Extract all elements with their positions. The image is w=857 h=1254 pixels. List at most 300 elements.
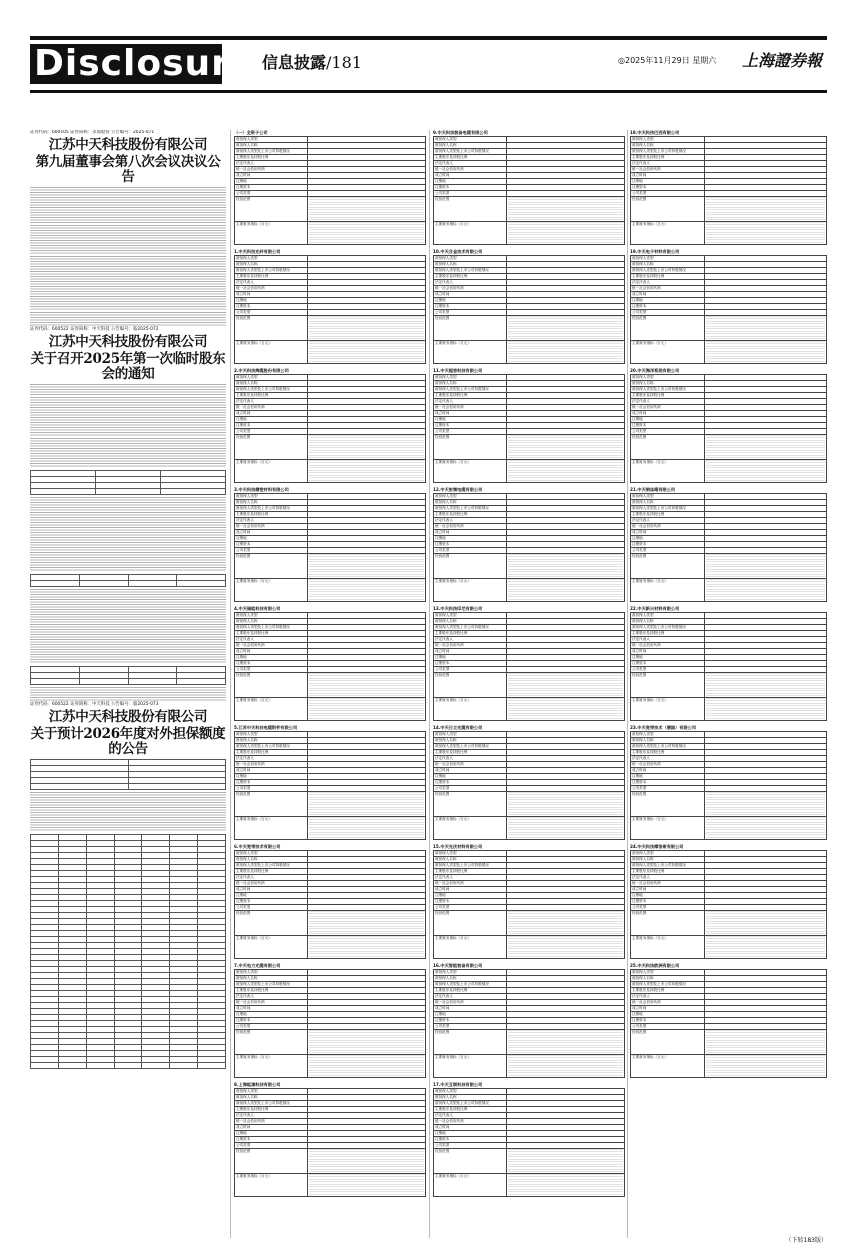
page-number: /181 [326,53,362,72]
field-label: 被担保人类型及上市公司持股情况 [434,625,507,631]
field-label: 注册地 [434,179,507,185]
subsidiary-block [433,368,625,483]
field-label: 成立时间 [434,292,507,298]
field-value [307,817,425,840]
field-label: 公司类型 [434,1143,507,1149]
field-label: 成立时间 [434,530,507,536]
subsidiary-block [433,130,625,245]
subsidiary-block [433,606,625,721]
field-label: 统一社会信用代码 [434,762,507,768]
field-label: 被担保人类型 [631,851,705,857]
field-value [506,936,624,959]
field-label: 被担保人类型及上市公司持股情况 [631,387,705,393]
field-label: 被担保人类型及上市公司持股情况 [631,268,705,274]
field-value [705,341,827,364]
field-label: 主要财务指标（万元） [235,936,308,959]
field-label: 被担保人类型及上市公司持股情况 [235,982,308,988]
field-label: 主要财务指标（万元） [235,1174,308,1197]
field-label: 注册资本 [434,899,507,905]
field-label: 主要财务指标（万元） [434,460,507,483]
field-label: 经营范围 [235,1149,308,1174]
field-label: 经营范围 [235,673,308,698]
field-value [705,698,827,721]
field-label: 注册地 [235,1131,308,1137]
field-value [506,460,624,483]
field-label: 被担保人类型及上市公司持股情况 [434,1101,507,1107]
field-value [307,435,425,460]
field-label: 被担保人类型及上市公司持股情况 [235,863,308,869]
subsidiary-name: 1.中天科技光纤有限公司 [234,249,281,254]
subsidiary-info-table [630,612,827,721]
subsidiary-info-table [433,255,625,364]
field-label: 被担保人名称 [631,619,705,625]
field-label: 主要财务指标（万元） [235,579,308,602]
notice-company: 江苏中天科技股份有限公司 [48,334,208,350]
subsidiary-block [433,1082,625,1197]
subsidiary-block [630,725,827,840]
field-label: 主要股东及持股比例 [235,512,308,518]
field-label: 被担保人名称 [631,143,705,149]
subsidiary-name: 6.中天宽带技术有限公司 [234,844,281,849]
field-label: 成立时间 [434,768,507,774]
field-label: 注册地 [434,298,507,304]
field-label: 统一社会信用代码 [434,881,507,887]
subsidiary-name: 25.中天科技欧洲有限公司 [630,963,680,968]
field-label: 成立时间 [434,1006,507,1012]
field-label: 统一社会信用代码 [434,286,507,292]
field-label: 主要股东及持股比例 [434,750,507,756]
subsidiary-block [433,249,625,364]
subsidiary-name: 8.上海能源科技有限公司 [234,1082,281,1087]
field-label: 主要股东及持股比例 [235,274,308,280]
field-label: 统一社会信用代码 [235,1119,308,1125]
field-label: 主要股东及持股比例 [434,155,507,161]
field-label: 被担保人名称 [235,262,308,268]
subsidiary-info-table [234,374,426,483]
field-label: 主要财务指标（万元） [235,341,308,364]
field-label: 成立时间 [235,411,308,417]
subsidiary-name: 23.中天宽带技术（德国）有限公司 [630,725,697,730]
field-label: 法定代表人 [434,518,507,524]
field-value [506,817,624,840]
field-label: 被担保人类型 [235,1089,308,1095]
field-label: 公司类型 [235,310,308,316]
field-label: 被担保人名称 [235,1095,308,1101]
field-label: 统一社会信用代码 [235,405,308,411]
field-label: 统一社会信用代码 [235,524,308,530]
field-value [307,1055,425,1078]
field-value [705,316,827,341]
field-label: 法定代表人 [434,161,507,167]
field-label: 被担保人类型及上市公司持股情况 [434,268,507,274]
field-label: 主要股东及持股比例 [631,869,705,875]
notice-title: 关于预计2026年度对外担保额度的公告 [30,726,226,757]
column-divider [230,130,231,1238]
subsidiary-info-table [630,374,827,483]
field-value [705,435,827,460]
subsidiary-block [234,844,426,959]
field-label: 公司类型 [434,310,507,316]
field-label: 被担保人类型 [434,613,507,619]
subsidiary-info-table [234,612,426,721]
field-label: 主要股东及持股比例 [631,393,705,399]
subsidiary-name: 16.中天智能装备有限公司 [433,963,483,968]
subsidiary-name: 17.中天互联科技有限公司 [433,1082,483,1087]
field-label: 主要股东及持股比例 [631,750,705,756]
subsidiary-block [630,963,827,1078]
field-label: 经营范围 [631,554,705,579]
agenda-table [30,470,226,495]
field-label: 成立时间 [235,768,308,774]
field-label: 成立时间 [631,173,705,179]
field-label: 经营范围 [631,911,705,936]
field-label: 统一社会信用代码 [434,524,507,530]
field-label: 被担保人名称 [631,738,705,744]
field-label: 被担保人类型 [235,494,308,500]
field-label: 经营范围 [235,911,308,936]
field-label: 注册地 [235,655,308,661]
field-label: 公司类型 [631,905,705,911]
field-value [307,1149,425,1174]
field-label: 被担保人名称 [434,262,507,268]
field-label: 公司类型 [235,548,308,554]
field-label: 主要财务指标（万元） [235,222,308,245]
field-label: 统一社会信用代码 [434,643,507,649]
field-label: 成立时间 [434,173,507,179]
subsidiary-info-table [234,1088,426,1197]
field-label: 公司类型 [235,1024,308,1030]
subsidiary-block [234,606,426,721]
field-label: 主要股东及持股比例 [235,988,308,994]
field-value [307,316,425,341]
field-label: 主要财务指标（万元） [631,222,705,245]
field-label: 被担保人类型 [631,256,705,262]
field-label: 被担保人名称 [235,143,308,149]
field-value [307,673,425,698]
field-label: 被担保人名称 [434,143,507,149]
subsidiary-info-table [234,493,426,602]
field-value [307,341,425,364]
field-label: 法定代表人 [631,280,705,286]
field-label: 主要财务指标（万元） [434,936,507,959]
field-label: 统一社会信用代码 [631,286,705,292]
field-value [506,435,624,460]
section-title [262,50,362,73]
field-label: 被担保人类型 [434,970,507,976]
field-label: 注册地 [434,536,507,542]
field-label: 经营范围 [631,435,705,460]
field-label: 被担保人类型及上市公司持股情况 [235,268,308,274]
field-label: 被担保人类型及上市公司持股情况 [434,506,507,512]
field-label: 注册资本 [235,423,308,429]
field-label: 注册资本 [631,780,705,786]
field-label: 被担保人名称 [631,381,705,387]
field-label: 主要股东及持股比例 [235,631,308,637]
subsidiary-info-table [433,493,625,602]
notice-column [30,130,226,1238]
subsidiary-name: 7.中天电力光缆有限公司 [234,963,281,968]
field-value [506,1030,624,1055]
field-label: 法定代表人 [434,1113,507,1119]
field-label: 统一社会信用代码 [631,167,705,173]
field-label: 主要股东及持股比例 [235,1107,308,1113]
field-value [307,1030,425,1055]
field-label: 被担保人类型 [631,613,705,619]
field-label: 被担保人类型及上市公司持股情况 [631,625,705,631]
field-label: 成立时间 [434,649,507,655]
field-label: 主要财务指标（万元） [631,698,705,721]
field-label: 主要财务指标（万元） [434,817,507,840]
field-label: 公司类型 [235,786,308,792]
subsidiary-info-table [433,731,625,840]
field-label: 被担保人类型 [434,137,507,143]
field-label: 法定代表人 [631,875,705,881]
proxy-table [30,666,226,685]
field-label: 公司类型 [434,905,507,911]
field-label: 被担保人名称 [631,976,705,982]
field-label: 公司类型 [434,429,507,435]
notice-company: 江苏中天科技股份有限公司 [48,137,208,153]
field-label: 法定代表人 [631,637,705,643]
field-label: 主要财务指标（万元） [235,817,308,840]
field-label: 被担保人名称 [235,857,308,863]
field-label: 公司类型 [631,429,705,435]
field-label: 注册资本 [434,1137,507,1143]
subsidiary-block [433,487,625,602]
field-label: 成立时间 [235,173,308,179]
field-label: 被担保人名称 [434,738,507,744]
field-label: 注册地 [235,179,308,185]
notice-title: 第九届董事会第八次会议决议公告 [35,154,221,185]
field-label: 公司类型 [235,905,308,911]
field-label: 经营范围 [631,673,705,698]
field-label: 统一社会信用代码 [631,881,705,887]
field-label: 被担保人类型 [434,1089,507,1095]
field-label: 成立时间 [235,649,308,655]
subsidiary-block [630,606,827,721]
registration-table [30,574,226,587]
field-label: 主要财务指标（万元） [434,579,507,602]
subsidiary-name: 4.中天储能科技有限公司 [234,606,281,611]
field-label: 被担保人类型及上市公司持股情况 [631,149,705,155]
field-value [506,1149,624,1174]
subsidiary-info-table [234,136,426,245]
notice-code: 证券代码：600105 证券简称：永鼎股份 公告编号：2025-071 [30,130,155,135]
subsidiary-info-table [433,1088,625,1197]
subsidiary-info-table [433,374,625,483]
field-value [506,554,624,579]
field-label: 被担保人类型及上市公司持股情况 [434,863,507,869]
subsidiary-name: 20.中天海洋系统有限公司 [630,368,680,373]
subsidiary-info-table [234,850,426,959]
field-label: 注册地 [631,893,705,899]
field-label: 被担保人名称 [631,500,705,506]
subsidiary-block [630,487,827,602]
field-label: 成立时间 [235,1125,308,1131]
field-label: 统一社会信用代码 [631,762,705,768]
field-label: 主要股东及持股比例 [434,393,507,399]
field-value [506,911,624,936]
field-label: 被担保人类型 [235,137,308,143]
field-label: 主要财务指标（万元） [434,698,507,721]
field-value [506,1055,624,1078]
field-value [705,936,827,959]
field-label: 公司类型 [631,310,705,316]
subsidiary-block [234,249,426,364]
field-label: 注册资本 [631,661,705,667]
subsidiary-block [234,1082,426,1197]
field-label: 法定代表人 [631,994,705,1000]
field-label: 被担保人类型及上市公司持股情况 [235,149,308,155]
field-label: 经营范围 [434,316,507,341]
field-label: 主要股东及持股比例 [631,631,705,637]
field-label: 成立时间 [434,1125,507,1131]
subsidiary-name: 24.中天科技摩洛哥有限公司 [630,844,684,849]
field-label: 主要财务指标（万元） [235,1055,308,1078]
field-label: 注册资本 [235,661,308,667]
field-value [307,197,425,222]
field-label: 经营范围 [434,1149,507,1174]
field-label: 注册资本 [434,542,507,548]
field-label: 主要股东及持股比例 [235,750,308,756]
field-label: 被担保人类型 [434,851,507,857]
subsidiary-info-table [433,136,625,245]
field-value [307,936,425,959]
subsidiary-info-table [234,255,426,364]
subsidiary-info-table [433,850,625,959]
field-label: 被担保人类型及上市公司持股情况 [235,506,308,512]
masthead [30,36,827,93]
field-label: 被担保人类型 [434,375,507,381]
field-label: 被担保人类型及上市公司持股情况 [235,1101,308,1107]
guarantee-summary-table [30,759,226,790]
field-value [506,673,624,698]
field-label: 统一社会信用代码 [631,1000,705,1006]
field-label: 主要财务指标（万元） [631,1055,705,1078]
field-label: 被担保人类型及上市公司持股情况 [434,149,507,155]
field-value [705,1030,827,1055]
field-label: 统一社会信用代码 [434,1000,507,1006]
field-label: 被担保人类型 [235,256,308,262]
field-value [307,222,425,245]
field-label: 主要股东及持股比例 [434,274,507,280]
issue-date: ◎2025年11月29日 星期六 [618,56,717,65]
field-label: 公司类型 [434,548,507,554]
field-label: 注册资本 [434,1018,507,1024]
field-label: 法定代表人 [235,280,308,286]
field-label: 主要财务指标（万元） [434,341,507,364]
field-label: 主要股东及持股比例 [631,512,705,518]
subsidiary-name: 5.江苏中天科技电缆附件有限公司 [234,725,298,730]
field-label: 成立时间 [235,887,308,893]
field-label: 主要股东及持股比例 [434,869,507,875]
field-label: 注册地 [631,536,705,542]
field-label: 被担保人类型及上市公司持股情况 [631,982,705,988]
field-label: 统一社会信用代码 [434,1119,507,1125]
field-label: 被担保人类型 [434,256,507,262]
subsidiary-name: 2.中天科技海缆股份有限公司 [234,368,289,373]
field-label: 被担保人名称 [235,381,308,387]
field-label: 公司类型 [235,429,308,435]
subsidiary-block [630,368,827,483]
subsidiary-column [234,130,426,1238]
field-label: 统一社会信用代码 [434,405,507,411]
field-label: 经营范围 [235,554,308,579]
subsidiary-block [234,487,426,602]
field-label: 公司类型 [434,786,507,792]
field-label: 被担保人类型及上市公司持股情况 [631,863,705,869]
newspaper-logo: 上海證券報 [742,51,823,70]
subsidiary-block [630,844,827,959]
field-value [506,222,624,245]
field-label: 法定代表人 [235,161,308,167]
field-label: 被担保人类型及上市公司持股情况 [235,387,308,393]
field-label: 统一社会信用代码 [235,881,308,887]
field-label: 注册资本 [235,1137,308,1143]
subsidiary-block [234,130,426,245]
field-label: 注册资本 [434,304,507,310]
field-label: 主要财务指标（万元） [631,936,705,959]
subsidiary-block [433,844,625,959]
field-label: 被担保人类型 [235,970,308,976]
field-label: 主要财务指标（万元） [631,579,705,602]
field-label: 成立时间 [434,887,507,893]
field-label: 注册资本 [631,542,705,548]
field-label: 法定代表人 [235,875,308,881]
field-label: 经营范围 [631,197,705,222]
field-value [307,792,425,817]
continued-note: （下转183版） [785,1237,827,1244]
field-label: 注册地 [434,1131,507,1137]
field-value [506,698,624,721]
subsidiary-name: 19.中天电子材料有限公司 [630,249,680,254]
field-label: 注册地 [434,417,507,423]
field-label: 经营范围 [235,792,308,817]
field-label: 经营范围 [434,792,507,817]
subsidiary-name: 12.中天射频电缆有限公司 [433,487,483,492]
field-label: 法定代表人 [434,994,507,1000]
subsidiary-column [433,130,625,1238]
subsidiary-block [433,963,625,1078]
field-label: 成立时间 [235,530,308,536]
subsidiary-name: 14.中天日立光缆有限公司 [433,725,483,730]
subsidiary-name: 15.中天光伏材料有限公司 [433,844,483,849]
field-label: 成立时间 [631,530,705,536]
field-value [705,817,827,840]
subsidiary-name: 11.中天超容科技有限公司 [433,368,483,373]
subsidiary-info-table [630,850,827,959]
field-label: 注册地 [631,298,705,304]
field-label: 被担保人名称 [235,738,308,744]
field-label: 主要财务指标（万元） [631,817,705,840]
notice-company: 江苏中天科技股份有限公司 [48,709,208,725]
field-label: 主要股东及持股比例 [631,988,705,994]
field-label: 公司类型 [631,191,705,197]
field-label: 统一社会信用代码 [434,167,507,173]
subsidiary-info-table [630,493,827,602]
field-label: 公司类型 [434,667,507,673]
field-label: 法定代表人 [631,756,705,762]
field-label: 主要股东及持股比例 [631,155,705,161]
field-label: 主要股东及持股比例 [434,631,507,637]
field-label: 经营范围 [235,1030,308,1055]
field-label: 注册资本 [434,780,507,786]
field-label: 被担保人类型及上市公司持股情况 [434,982,507,988]
field-label: 注册资本 [631,423,705,429]
subsidiary-block [433,725,625,840]
field-label: 被担保人类型 [235,613,308,619]
field-value [705,460,827,483]
